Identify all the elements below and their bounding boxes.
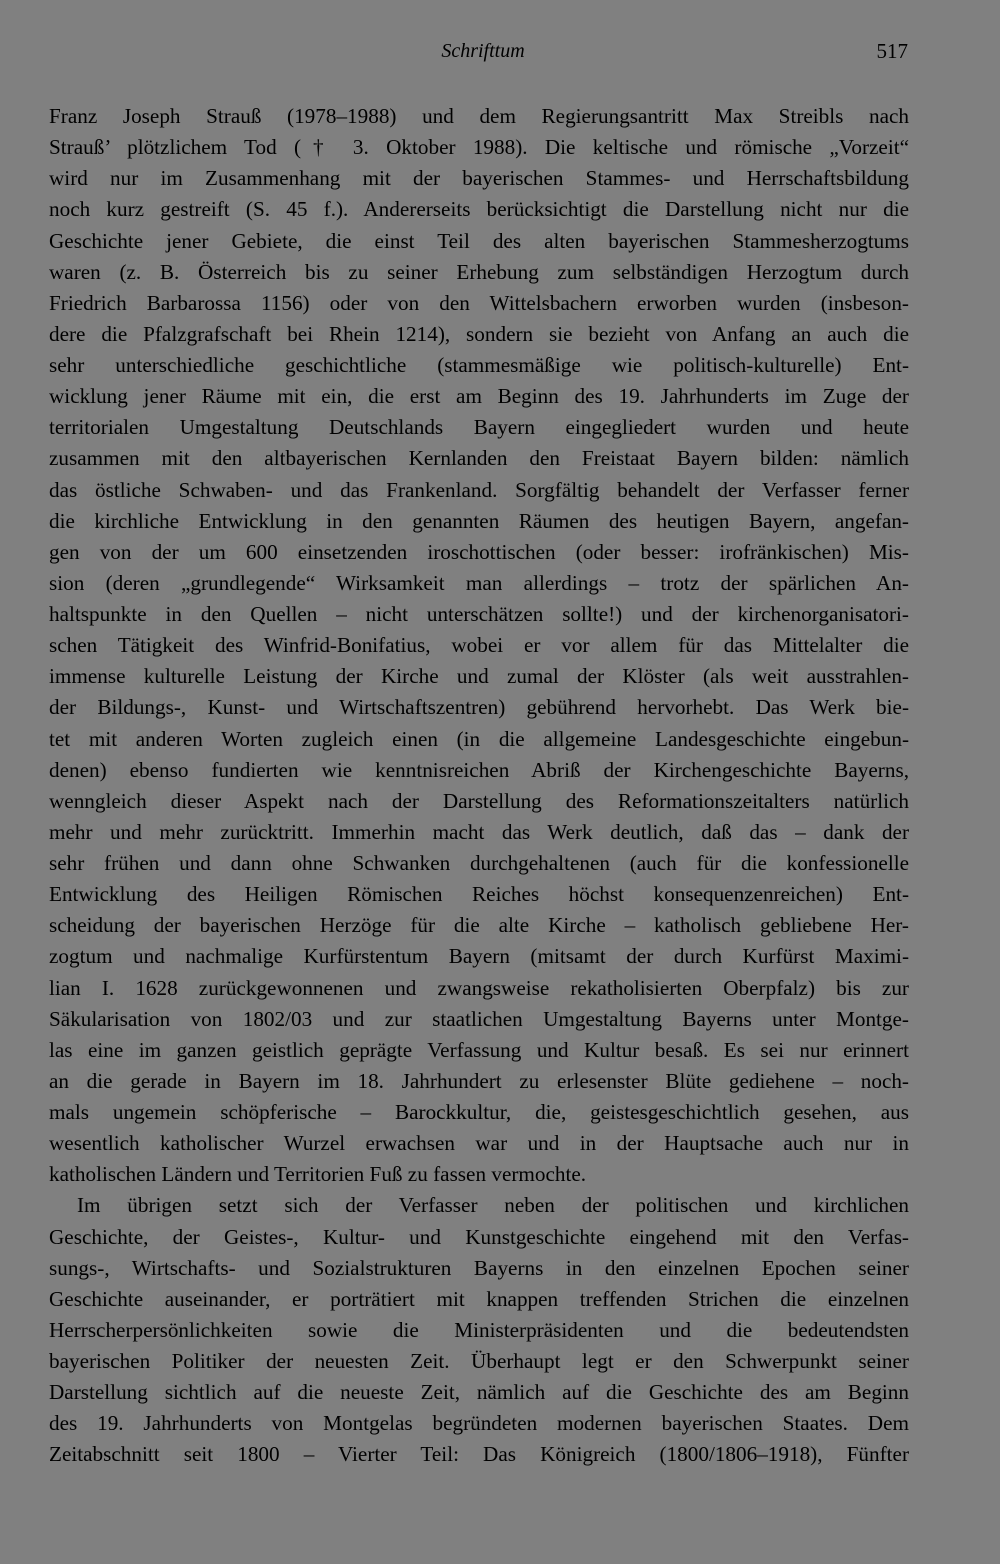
text-line: territorialen Umgestaltung Deutschlands Bayern eingegliedert wurden und heute: [49, 415, 909, 440]
text-line: waren (z. B. Österreich bis zu seiner Erhebung zum selbständigen Herzogtum durch: [49, 259, 909, 284]
text-line: Geschichte jener Gebiete, die einst Teil des alten bayerischen Stammesherzogtums: [49, 228, 909, 253]
running-title: Schrifttum: [441, 40, 525, 62]
text-line: sion (deren „grundlegende“ Wirksamkeit man allerdings – trotz der spärlichen An-: [49, 570, 909, 595]
text-line: Geschichte auseinander, er porträtiert mit knappen treffenden Strichen die einzelnen: [49, 1286, 909, 1311]
text-line: haltspunkte in den Quellen – nicht unterschätzen sollte!) und der kirchenorganisatori-: [49, 602, 909, 626]
text-line: denen) ebenso fundierten wie kenntnisreichen Abriß der Kirchengeschichte Bayerns,: [49, 757, 909, 782]
page-number: 517: [876, 39, 908, 63]
text-line: wesentlich katholischer Wurzel erwachsen war und in der Hauptsache auch nur in: [49, 1131, 909, 1156]
text-line: noch kurz gestreift (S. 45 f.). Andererseits berücksichtigt die Darstellung nicht nur die: [49, 197, 909, 222]
text-line: gen von der um 600 einsetzenden iroschottischen (oder besser: irofränkischen) Mis-: [49, 539, 909, 564]
text-line: wicklung jener Räume mit ein, die erst am Beginn des 19. Jahrhunderts im Zuge der: [49, 384, 909, 409]
text-line: lian I. 1628 zurückgewonnenen und zwangsweise rekatholisierten Oberpfalz) bis zur: [49, 975, 909, 1000]
text-line: Zeitabschnitt seit 1800 – Vierter Teil: Das Königreich (1800/1806–1918), Fünfter: [49, 1442, 909, 1467]
text-line: Geschichte, der Geistes-, Kultur- und Kunstgeschichte eingehend mit den Verfas-: [49, 1224, 909, 1249]
text-line: katholischen Ländern und Territorien Fuß zu fassen vermochte.: [49, 1162, 587, 1187]
text-line: bayerischen Politiker der neuesten Zeit. Überhaupt legt er den Schwerpunkt seiner: [49, 1349, 909, 1373]
text-line: mehr und mehr zurücktritt. Immerhin macht das Werk deutlich, daß das – dank der: [49, 819, 909, 844]
text-line: zusammen mit den altbayerischen Kernlanden den Freistaat Bayern bilden: nämlich: [49, 446, 909, 471]
text-line: schen Tätigkeit des Winfrid-Bonifatius, wobei er vor allem für das Mittelalter die: [49, 633, 909, 658]
text-line: Strauß’ plötzlichem Tod († 3. Oktober 1988). Die keltische und römische „Vorzeit“: [49, 135, 909, 160]
text-line: die kirchliche Entwicklung in den genannten Räumen des heutigen Bayern, angefan-: [49, 508, 909, 533]
text-line: mals ungemein schöpferische – Barockkultur, die, geistesgeschichtlich gesehen, aus: [49, 1100, 909, 1124]
text-line: an die gerade in Bayern im 18. Jahrhundert zu erlesenster Blüte gediehene – noch-: [49, 1068, 909, 1093]
text-line: Herrscherpersönlichkeiten sowie die Ministerpräsidenten und die bedeutendsten: [49, 1317, 909, 1342]
text-line: tet mit anderen Worten zugleich einen (in die allgemeine Landesgeschichte eingebun-: [49, 726, 909, 751]
text-line: zogtum und nachmalige Kurfürstentum Bayern (mitsamt der durch Kurfürst Maximi-: [49, 944, 909, 969]
text-line: Entwicklung des Heiligen Römischen Reiches höchst konsequenzenreichen) Ent-: [49, 882, 909, 907]
text-line: las eine im ganzen geistlich geprägte Verfassung und Kultur besaß. Es sei nur erinnert: [49, 1037, 909, 1062]
text-line: wird nur im Zusammenhang mit der bayerischen Stammes- und Herrschaftsbildung: [49, 166, 909, 191]
text-line: des 19. Jahrhunderts von Montgelas begründeten modernen bayerischen Staates. Dem: [49, 1411, 909, 1436]
text-line: wenngleich dieser Aspekt nach der Darstellung des Reformationszeitalters natürlich: [49, 788, 909, 813]
text-line: das östliche Schwaben- und das Frankenland. Sorgfältig behandelt der Verfasser ferner: [49, 477, 909, 502]
running-header: [0, 36, 1000, 66]
text-line: dere die Pfalzgrafschaft bei Rhein 1214), sondern sie bezieht von Anfang an auch die: [49, 321, 909, 346]
text-line: sehr frühen und dann ohne Schwanken durchgehaltenen (auch für die konfessionelle: [49, 851, 909, 875]
text-line: der Bildungs-, Kunst- und Wirtschaftszentren) gebührend hervorhebt. Das Werk bie-: [49, 695, 909, 720]
text-line: Im übrigen setzt sich der Verfasser neben der politischen und kirchlichen: [77, 1193, 909, 1218]
text-line: sungs-, Wirtschafts- und Sozialstrukturen Bayerns in den einzelnen Epochen seiner: [49, 1255, 909, 1280]
text-line: Friedrich Barbarossa 1156) oder von den Wittelsbachern erworben wurden (insbeson-: [49, 290, 909, 315]
text-line: Franz Joseph Strauß (1978–1988) und dem Regierungsantritt Max Streibls nach: [49, 104, 909, 128]
text-line: Säkularisation von 1802/03 und zur staatlichen Umgestaltung Bayerns unter Montge-: [49, 1006, 909, 1031]
text-line: sehr unterschiedliche geschichtliche (stammesmäßige wie politisch-kulturelle) Ent-: [49, 353, 909, 377]
body-text: [49, 101, 909, 1471]
text-line: scheidung der bayerischen Herzöge für die alte Kirche – katholisch gebliebene Her-: [49, 913, 909, 938]
text-line: immense kulturelle Leistung der Kirche und zumal der Klöster (als weit ausstrahlen-: [49, 664, 909, 689]
text-line: Darstellung sichtlich auf die neueste Zeit, nämlich auf die Geschichte des am Beginn: [49, 1380, 909, 1405]
